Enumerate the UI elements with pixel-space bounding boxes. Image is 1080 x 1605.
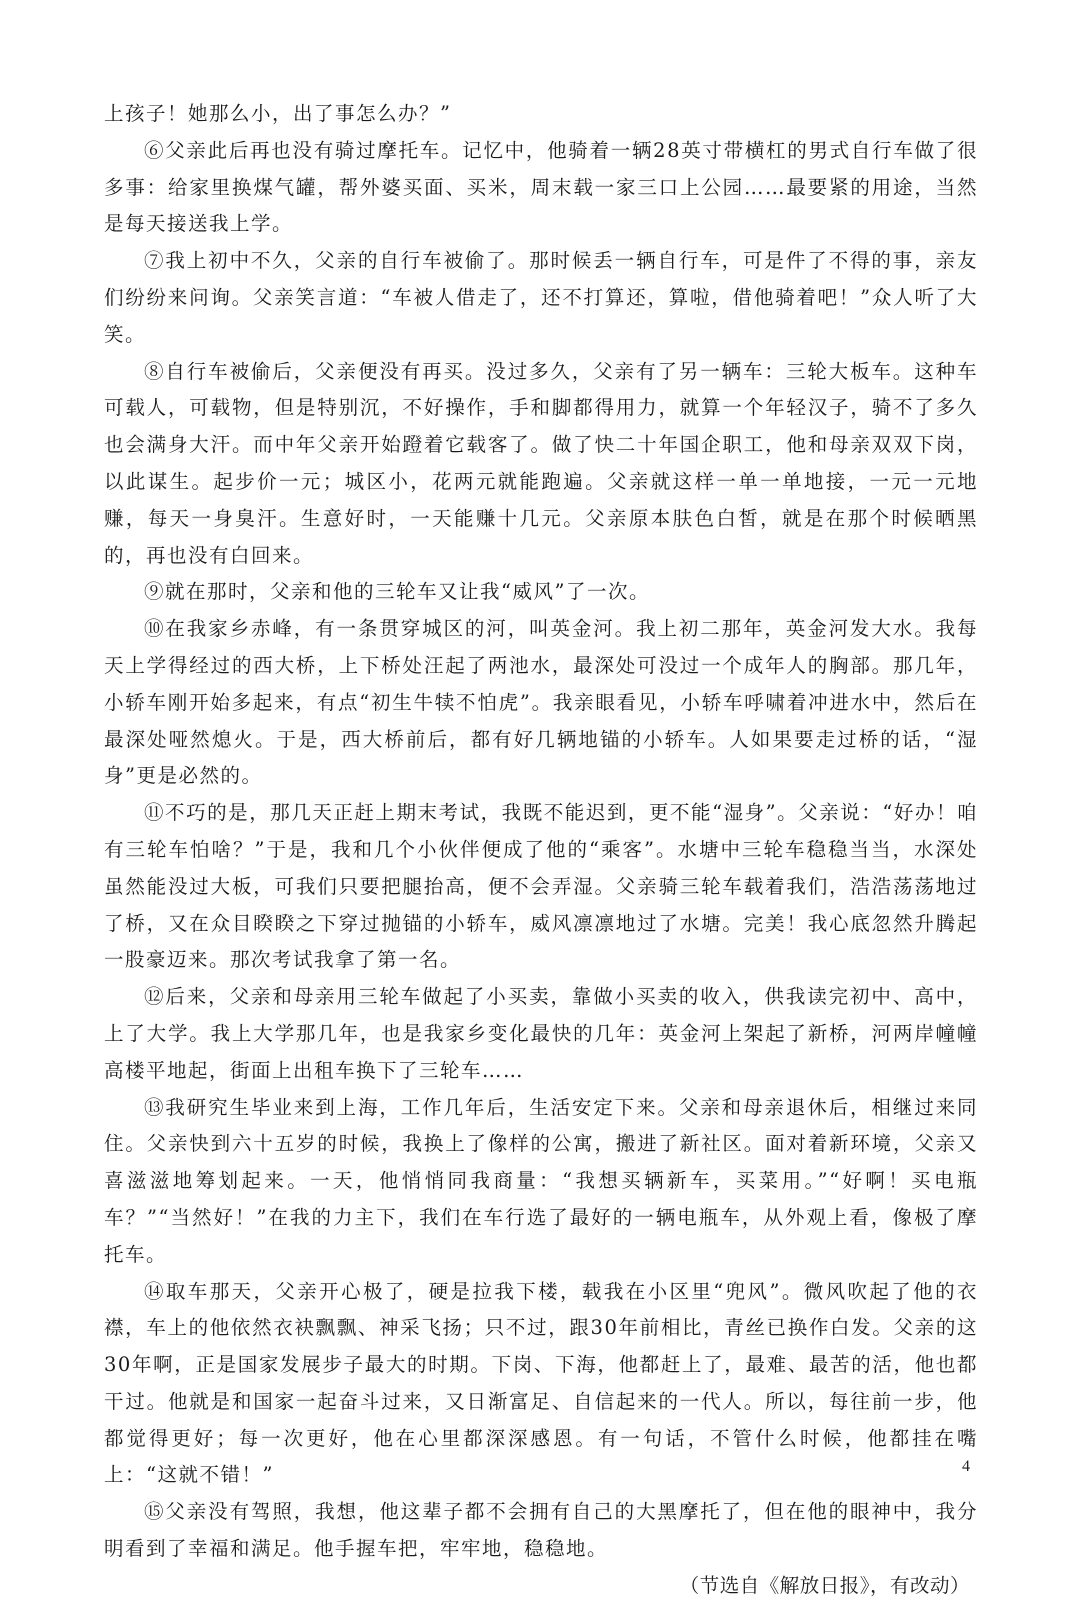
paragraph-9: ⑨就在那时，父亲和他的三轮车又让我“威风”了一次。 (144, 580, 650, 604)
paragraph-7: ⑦我上初中不久，父亲的自行车被偷了。那时候丢一辆自行车，可是件了不得的事，亲友们纷纷来问询。父亲笑言道：“车被人借走了，还不打算还，算啦，借他骑着吧！”众人听了大笑。 (104, 249, 978, 346)
page-number: 4 (962, 1458, 970, 1475)
paragraph-14: ⑭取车那天，父亲开心极了，硬是拉我下楼，载我在小区里“兜风”。微风吹起了他的衣襟，车上的他依然衣袂飘飘、神采飞扬；只不过，跟30年前相比，青丝已换作白发。父亲的这30年啊，正是国家发展步子最大的时期。下岗、下海，他都赶上了，最难、最苦的活，他也都干过。他就是和国家一起奋斗过来，又日渐富足、自信起来的一代人。所以，每往前一步，他都觉得更好；每一次更好，他在心里都深深感恩。有一句话，不管什么时候，他都挂在嘴上：“这就不错！” (104, 1279, 978, 1487)
paragraph-15: ⑮父亲没有驾照，我想，他这辈子都不会拥有自己的大黑摩托了，但在他的眼神中，我分明看到了幸福和满足。他手握车把，牢牢地，稳稳地。 (104, 1500, 978, 1561)
article-body (104, 96, 978, 1605)
paragraph-6: ⑥父亲此后再也没有骑过摩托车。记忆中，他骑着一辆28英寸带横杠的男式自行车做了很多事：给家里换煤气罐，帮外婆买面、买米，周末载一家三口上公园……最要紧的用途，当然是每天接送我上学。 (104, 138, 978, 236)
paragraph-12: ⑫后来，父亲和母亲用三轮车做起了小买卖，靠做小买卖的收入，供我读完初中、高中，上了大学。我上大学那几年，也是我家乡变化最快的几年：英金河上架起了新桥，河两岸幢幢高楼平地起，街面上出租车换下了三轮车…… (104, 985, 978, 1082)
paragraph-8: ⑧自行车被偷后，父亲便没有再买。没过多久，父亲有了另一辆车：三轮大板车。这种车可载人，可载物，但是特别沉，不好操作，手和脚都得用力，就算一个年轻汉子，骑不了多久也会满身大汗。而中年父亲开始蹬着它载客了。做了快二十年国企职工，他和母亲双双下岗，以此谋生。起步价一元；城区小，花两元就能跑遍。父亲就这样一单一单地接，一元一元地赚，每天一身臭汗。生意好时，一天能赚十几元。父亲原本肤色白皙，就是在那个时候晒黑的，再也没有白回来。 (104, 359, 978, 567)
paragraph-continuation: 上孩子！她那么小，出了事怎么办？” (104, 102, 452, 125)
paragraph-10: ⑩在我家乡赤峰，有一条贯穿城区的河，叫英金河。我上初二那年，英金河发大水。我每天上学得经过的西大桥，上下桥处汪起了两池水，最深处可没过一个成年人的胸部。那几年，小轿车刚开始多起来，有点“初生牛犊不怕虎”。我亲眼看见，小轿车呼啸着冲进水中，然后在最深处哑然熄火。于是，西大桥前后，都有好几辆地锚的小轿车。人如果要走过桥的话，“湿身”更是必然的。 (104, 617, 978, 788)
paragraph-11: ⑪不巧的是，那几天正赶上期末考试，我既不能迟到，更不能“湿身”。父亲说：“好办！咱有三轮车怕啥？”于是，我和几个小伙伴便成了他的“乘客”。水塘中三轮车稳稳当当，水深处虽然能没过大板，可我们只要把腿抬高，便不会弄湿。父亲骑三轮车载着我们，浩浩荡荡地过了桥，又在众目睽睽之下穿过抛锚的小轿车，威风凛凛地过了水塘。完美！我心底忽然升腾起一股豪迈来。那次考试我拿了第一名。 (104, 801, 978, 972)
source-citation: （节选自《解放日报》，有改动） (679, 1573, 970, 1597)
paragraph-13: ⑬我研究生毕业来到上海，工作几年后，生活安定下来。父亲和母亲退休后，相继过来同住。父亲快到六十五岁的时候，我换上了像样的公寓，搬进了新社区。面对着新环境，父亲又喜滋滋地筹划起来。一天，他悄悄同我商量：“我想买辆新车，买菜用。”“好啊！买电瓶车？”“当然好！”在我的力主下，我们在车行选了最好的一辆电瓶车，从外观上看，像极了摩托车。 (104, 1095, 978, 1266)
